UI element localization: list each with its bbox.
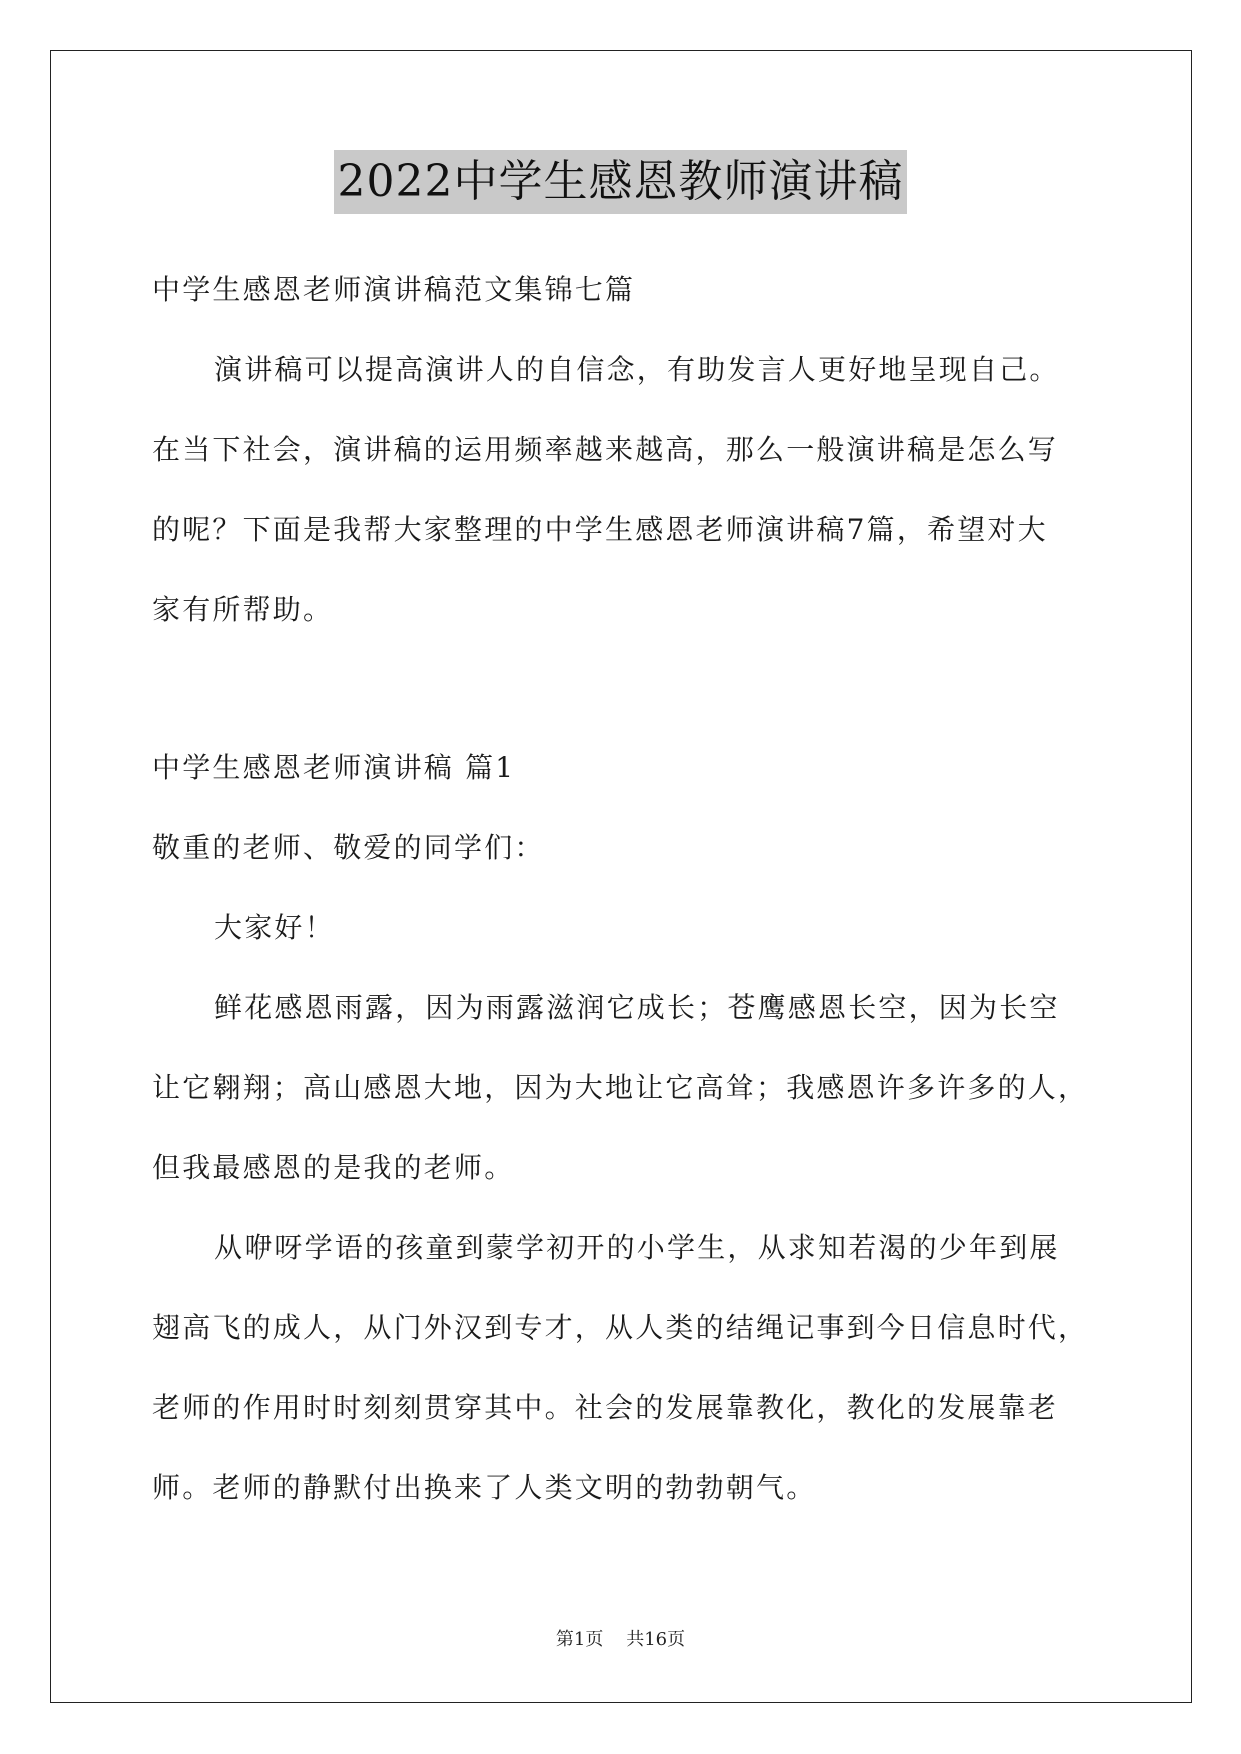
document-title: 2022中学生感恩教师演讲稿 — [334, 150, 908, 214]
paragraph-line: 老师的作用时时刻刻贯穿其中。社会的发展靠教化，教化的发展靠老 — [152, 1391, 1059, 1424]
page-number: 第1页 — [555, 1629, 604, 1650]
paragraph-line: 从咿呀学语的孩童到蒙学初开的小学生，从求知若渴的少年到展 — [214, 1231, 1060, 1264]
title-wrap — [0, 150, 1241, 214]
section-heading: 中学生感恩老师演讲稿 篇1 — [152, 751, 516, 784]
paragraph-line: 但我最感恩的是我的老师。 — [152, 1151, 515, 1184]
greeting-line: 大家好！ — [214, 911, 335, 944]
page-footer — [0, 1628, 1241, 1652]
paragraph-line: 家有所帮助。 — [152, 593, 334, 626]
paragraph-line: 鲜花感恩雨露，因为雨露滋润它成长；苍鹰感恩长空，因为长空 — [214, 991, 1060, 1024]
paragraph-line: 翅高飞的成人，从门外汉到专才，从人类的结绳记事到今日信息时代， — [152, 1311, 1089, 1344]
paragraph-line: 在当下社会，演讲稿的运用频率越来越高，那么一般演讲稿是怎么写 — [152, 433, 1059, 466]
paragraph-line: 让它翱翔；高山感恩大地，因为大地让它高耸；我感恩许多许多的人， — [152, 1071, 1089, 1104]
salutation-line: 敬重的老师、敬爱的同学们： — [152, 831, 545, 864]
paragraph-line: 师。老师的静默付出换来了人类文明的勃勃朝气。 — [152, 1471, 817, 1504]
paragraph-line: 的呢？下面是我帮大家整理的中学生感恩老师演讲稿7篇，希望对大 — [152, 513, 1048, 546]
page-total: 共16页 — [626, 1629, 686, 1650]
paragraph-line: 演讲稿可以提高演讲人的自信念，有助发言人更好地呈现自己。 — [214, 353, 1060, 386]
subtitle-line: 中学生感恩老师演讲稿范文集锦七篇 — [152, 273, 636, 306]
